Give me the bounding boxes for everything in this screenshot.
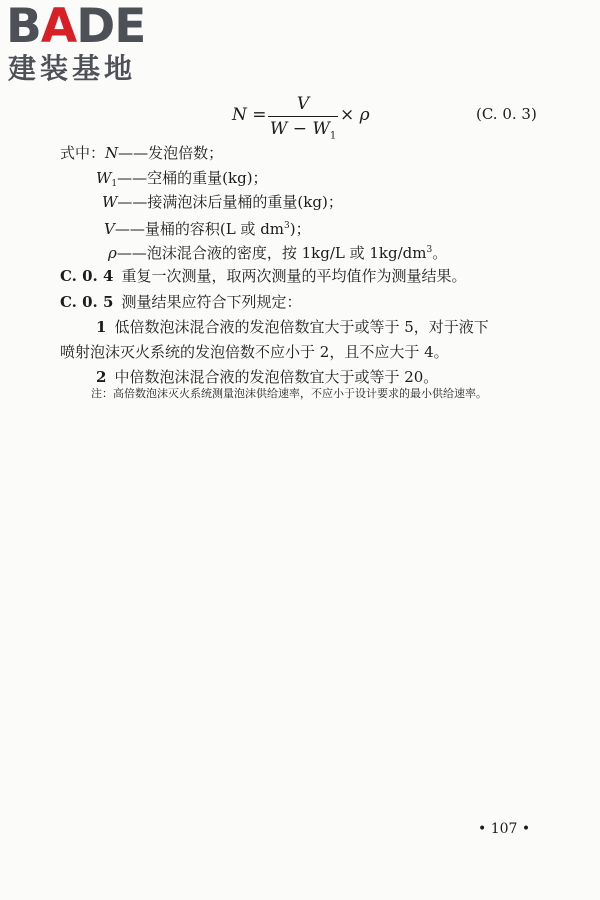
- item-text: 喷射泡沫灭火系统的发泡倍数不应小于 2，且不应大于 4。: [60, 343, 449, 361]
- definition-text: ——量桶的容积(L 或 dm: [114, 220, 285, 238]
- logo-mark: [6, 2, 178, 52]
- clause-text: 测量结果应符合下列规定：: [121, 293, 302, 311]
- definition-text-end: )；: [289, 220, 311, 238]
- formula-c-0-3: [0, 94, 600, 140]
- definition-text-end: 。: [432, 244, 448, 262]
- clause-number: C. 0. 4: [60, 267, 114, 285]
- note: 注：高倍数泡沫灭火系统测量泡沫供给速率，不应小于设计要求的最小供给速率。: [91, 387, 487, 400]
- definition-symbol: W: [102, 193, 118, 211]
- logo-subtitle: 建装基地: [8, 52, 137, 85]
- formula-lhs: N =: [232, 105, 267, 125]
- item-1-line-2: [60, 342, 449, 362]
- definition-row-v: [104, 216, 311, 239]
- formula-fraction: [268, 94, 338, 146]
- clause-c-0-5: [60, 292, 301, 312]
- logo: [6, 2, 178, 90]
- formula-rhs: × ρ: [340, 105, 370, 125]
- item-text: 中倍数泡沫混合液的发泡倍数宜大于或等于 20。: [114, 368, 439, 386]
- definition-text: ——空桶的重量(kg)；: [117, 169, 268, 187]
- definition-symbol: N: [105, 144, 119, 162]
- definition-row-n: [60, 143, 223, 163]
- item-text: 低倍数泡沫混合液的发泡倍数宜大于或等于 5，对于液下: [114, 318, 489, 336]
- definition-row-rho: [108, 240, 447, 263]
- item-number: 1: [96, 318, 107, 336]
- logo-letter-b: B: [6, 0, 41, 54]
- denominator-text: W − W: [269, 119, 330, 139]
- definition-symbol: V: [104, 220, 115, 238]
- item-number: 2: [96, 368, 107, 386]
- clause-text: 重复一次测量，取两次测量的平均值作为测量结果。: [121, 267, 467, 285]
- definition-text: ——发泡倍数；: [118, 144, 224, 162]
- formula-denominator: [268, 119, 338, 146]
- item-1-line-1: [96, 317, 489, 337]
- item-2: [96, 367, 438, 387]
- definition-intro: 式中：: [60, 144, 106, 162]
- definition-row-w1: [96, 168, 268, 194]
- equation-number: (C. 0. 3): [476, 105, 537, 123]
- clause-number: C. 0. 5: [60, 293, 114, 311]
- denominator-subscript: 1: [329, 130, 337, 142]
- definition-text: ——泡沫混合液的密度，按 1kg/L 或 1kg/dm: [116, 244, 427, 262]
- definition-text: ——接满泡沫后量桶的重量(kg)；: [117, 193, 343, 211]
- definition-superscript: 3: [284, 221, 290, 231]
- definition-superscript: 3: [426, 245, 433, 255]
- definition-row-w: [102, 192, 343, 212]
- definition-symbol: ρ: [108, 244, 117, 262]
- page-number: • 107 •: [478, 821, 531, 837]
- formula-numerator: V: [296, 94, 310, 114]
- logo-letter-a-accent: A: [40, 0, 77, 54]
- logo-letters-de: DE: [76, 0, 146, 54]
- clause-c-0-4: [60, 266, 466, 286]
- fraction-bar: [268, 116, 338, 117]
- definition-subscript: 1: [111, 179, 118, 189]
- definition-symbol: W: [96, 169, 112, 187]
